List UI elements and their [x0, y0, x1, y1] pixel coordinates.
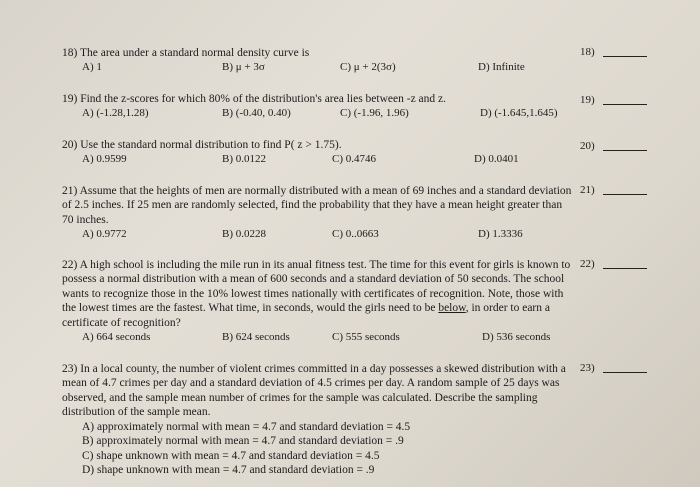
option-c: C) (-1.96, 1.96) — [340, 107, 409, 120]
option-a: A) 1 — [82, 61, 102, 74]
option-d: D) 0.0401 — [474, 153, 519, 166]
stem-text-end: , in order to earn a certificate of recognition? — [62, 302, 550, 329]
answer-line-20[interactable] — [580, 140, 647, 152]
question-22-stem — [62, 258, 574, 330]
question-19-stem: 19) Find the z-scores for which 80% of the distribution's area lies between -z and z. — [62, 93, 447, 105]
option-d: D) Infinite — [478, 61, 525, 74]
question-20-stem: 20) Use the standard normal distribution to find P( z > 1.75). — [62, 139, 342, 151]
option-d: D) 1.3336 — [478, 228, 523, 241]
option-b: B) approximately normal with mean = 4.7 and standard deviation = .9 — [82, 435, 404, 448]
question-20-options — [62, 152, 582, 167]
option-c: C) shape unknown with mean = 4.7 and standard deviation = 4.5 — [82, 449, 380, 462]
answer-blank[interactable] — [603, 56, 647, 57]
question-19-options — [62, 106, 582, 121]
question-21-stem: 21) Assume that the heights of men are normally distributed with a mean of 69 inches and a standard deviation of 2.5 inches. If 25 men are randomly selected, find the probability that they have a mean height greater than 70 inches. — [62, 185, 572, 226]
option-b: B) (-0.40, 0.40) — [222, 107, 291, 120]
answer-number: 18) — [580, 46, 595, 58]
stem-underlined: below — [438, 302, 466, 315]
option-c: C) 0.4746 — [332, 153, 376, 166]
option-a: A) 0.9599 — [82, 153, 127, 166]
question-22 — [62, 258, 574, 345]
question-21-options — [62, 227, 572, 242]
answer-blank[interactable] — [603, 104, 647, 105]
option-b: B) 624 seconds — [222, 331, 290, 344]
answer-line-23[interactable] — [580, 362, 647, 374]
answer-number: 22) — [580, 258, 595, 270]
answer-line-22[interactable] — [580, 258, 647, 270]
question-23-stem: 23) In a local county, the number of violent crimes committed in a day possesses a skewed distribution with a mean of 4.7 crimes per day and a standard deviation of 4.5 crimes per day. A random sample of 25 days was observed, and the sample mean number of crimes for the sample was calculated. Describe the sampling distribution of the sample mean. — [62, 363, 566, 419]
question-18-options — [62, 60, 582, 75]
option-a: A) approximately normal with mean = 4.7 and standard deviation = 4.5 — [82, 420, 411, 433]
question-18 — [62, 46, 582, 75]
answer-line-21[interactable] — [580, 184, 647, 196]
answer-line-19[interactable] — [580, 94, 647, 106]
answer-blank[interactable] — [603, 268, 647, 269]
question-21 — [62, 184, 572, 242]
question-20 — [62, 138, 582, 167]
option-c: C) μ + 2(3σ) — [340, 61, 396, 74]
answer-blank[interactable] — [603, 372, 647, 373]
answer-number: 19) — [580, 94, 595, 106]
answer-number: 20) — [580, 140, 595, 152]
stem-text: 22) A high school is including the mile run in its anual fitness test. The time for this event for girls is known to possess a normal distribution with a mean of 600 seconds and a standard deviation of 50 seconds. The school wants to recognize those in the 10% lowest times nationally with certificates of recognition. Note, those with the lowest times are the fastest. What time, in seconds, would the girls need to be — [62, 259, 571, 315]
option-a: A) 664 seconds — [82, 331, 151, 344]
answer-blank[interactable] — [603, 150, 647, 151]
option-b: B) 0.0122 — [222, 153, 266, 166]
question-23-options — [62, 420, 574, 478]
answer-blank[interactable] — [603, 194, 647, 195]
option-d: D) (-1.645,1.645) — [480, 107, 558, 120]
option-b: B) 0.0228 — [222, 228, 266, 241]
option-c: C) 0..0663 — [332, 228, 379, 241]
answer-number: 23) — [580, 362, 595, 374]
answer-line-18[interactable] — [580, 46, 647, 58]
question-23 — [62, 362, 574, 478]
option-d: D) shape unknown with mean = 4.7 and standard deviation = .9 — [82, 464, 375, 477]
option-a: A) 0.9772 — [82, 228, 127, 241]
answer-number: 21) — [580, 184, 595, 196]
option-c: C) 555 seconds — [332, 331, 400, 344]
option-d: D) 536 seconds — [482, 331, 551, 344]
option-b: B) μ + 3σ — [222, 61, 265, 74]
question-19 — [62, 92, 582, 121]
option-a: A) (-1.28,1.28) — [82, 107, 149, 120]
question-22-options — [62, 330, 574, 345]
question-18-stem: 18) The area under a standard normal density curve is — [62, 47, 310, 59]
